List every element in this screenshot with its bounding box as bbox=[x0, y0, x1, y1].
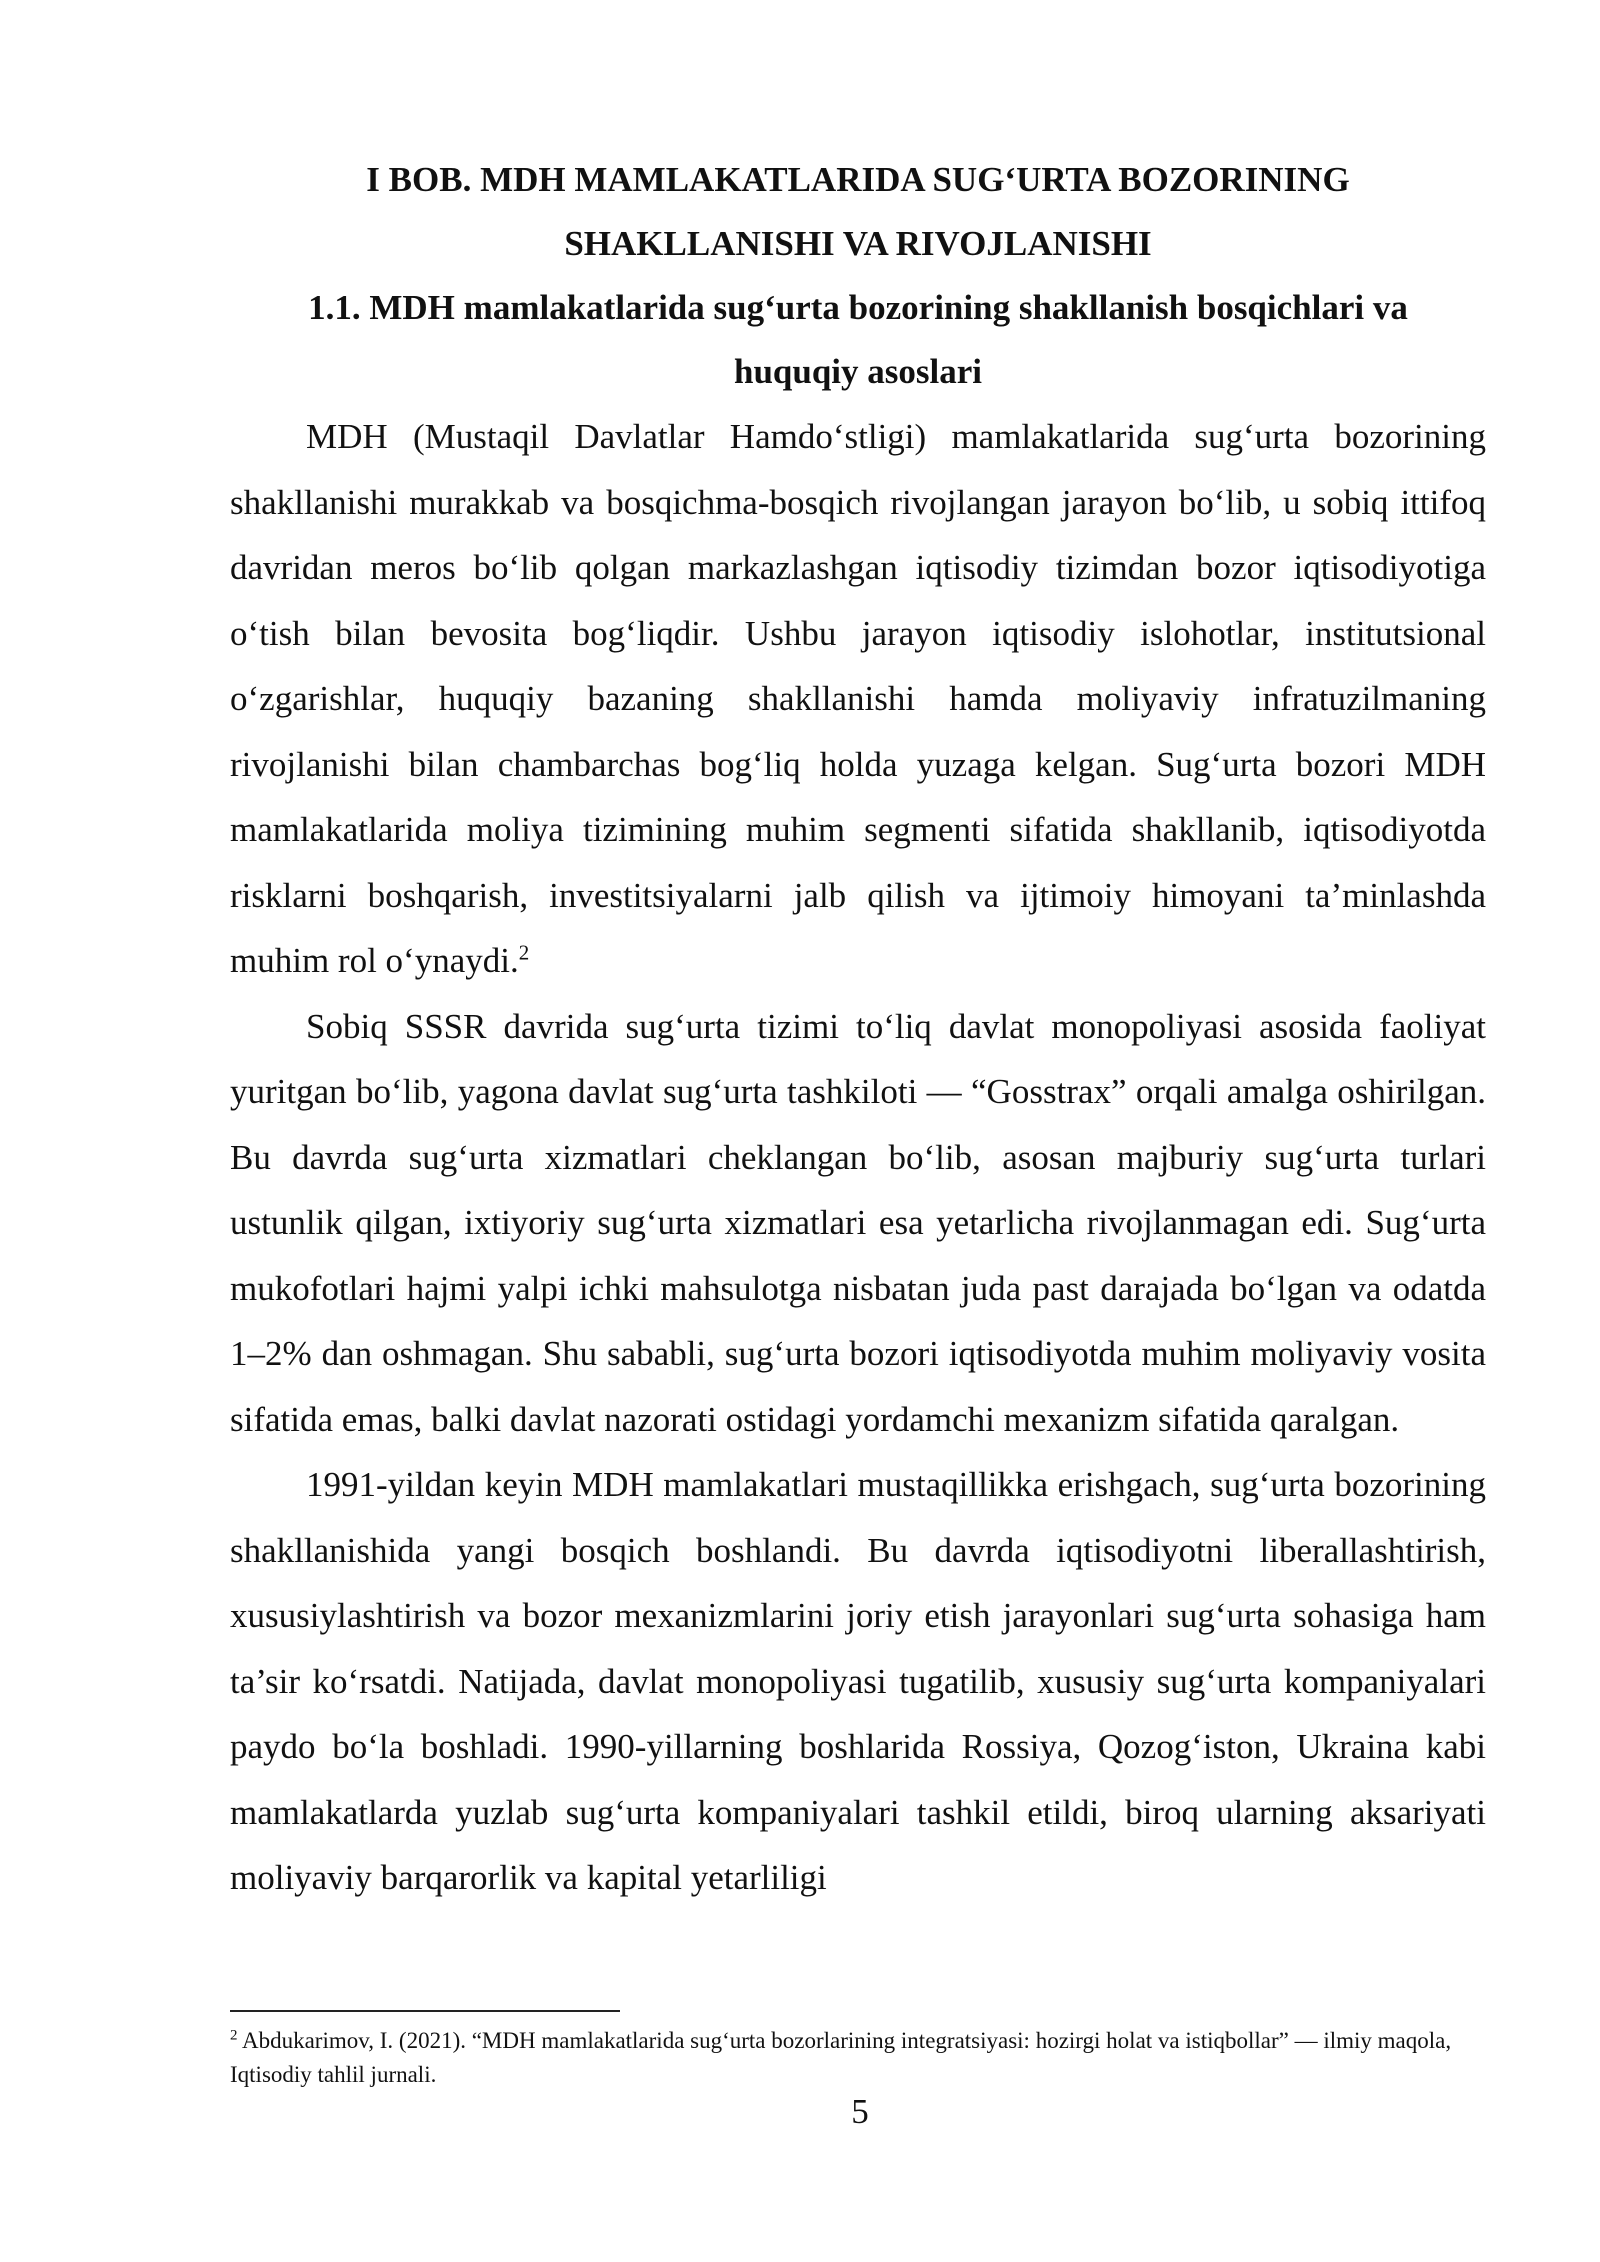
footnote-separator bbox=[230, 2010, 620, 2012]
page-number: 5 bbox=[851, 2092, 869, 2131]
paragraph-1 bbox=[230, 404, 1486, 994]
footnote-number: 2 bbox=[230, 2027, 238, 2044]
paragraph-1-text: MDH (Mustaqil Davlatlar Hamdo‘stligi) mamlakatlarida sug‘urta bozorining shakllanishi murakkab va bosqichma-bosqich rivojlangan jarayon bo‘lib, u sobiq ittifoq davridan meros bo‘lib qolgan markazlashgan iqtisodiy tizimdan bozor iqtisodiyotiga o‘tish bilan bevosita bog‘liqdir. Ushbu jarayon iqtisodiy islohotlar, institutsional o‘zgarishlar, huquqiy bazaning shakllanishi hamda moliyaviy infratuzilmaning rivojlanishi bilan chambarchas bog‘liq holda yuzaga kelgan. Sug‘urta bozori MDH mamlakatlarida moliya tizimining muhim segmenti sifatida shakllanib, iqtisodiyotda risklarni boshqarish, investitsiyalarni jalb qilish va ijtimoiy himoyani ta’minlashda muhim rol o‘ynaydi. bbox=[230, 417, 1486, 980]
section-title-line-2: huquqiy asoslari bbox=[733, 352, 983, 391]
paragraph-2: Sobiq SSSR davrida sug‘urta tizimi to‘liq davlat monopoliyasi asosida faoliyat yuritgan bo‘lib, yagona davlat sug‘urta tashkiloti — “Gosstrax” orqali amalga oshirilgan. Bu davrda sug‘urta xizmatlari cheklangan bo‘lib, asosan majburiy sug‘urta turlari ustunlik qilgan, ixtiyoriy sug‘urta xizmatlari esa yetarlicha rivojlanmagan edi. Sug‘urta mukofotlari hajmi yalpi ichki mahsulotga nisbatan juda past darajada bo‘lgan va odatda 1–2% dan oshmagan. Shu sababli, sug‘urta bozori iqtisodiyotda muhim moliyaviy vosita sifatida emas, balki davlat nazorati ostidagi yordamchi mexanizm sifatida qaralgan. bbox=[230, 1006, 1486, 1439]
footnote-reference: 2 bbox=[518, 940, 530, 965]
section-title bbox=[230, 276, 1486, 404]
footnote-text: Abdukarimov, I. (2021). “MDH mamlakatlarida sug‘urta bozorlarining integratsiyasi: hozirgi holat va istiqbollar” — ilmiy maqola, Iqtisodiy tahlil jurnali. bbox=[230, 2028, 1452, 2087]
body-text bbox=[230, 404, 1486, 1911]
paragraph-3: 1991-yildan keyin MDH mamlakatlari mustaqillikka erishgach, sug‘urta bozorining shakllanishida yangi bosqich boshlandi. Bu davrda iqtisodiyotni liberallashtirish, xususiylashtirish va bozor mexanizmlarini joriy etish jarayonlari sug‘urta sohasiga ham ta’sir ko‘rsatdi. Natijada, davlat monopoliyasi tugatilib, xususiy sug‘urta kompaniyalari paydo bo‘la boshladi. 1990-yillarning boshlarida Rossiya, Qozog‘iston, Ukraina kabi mamlakatlarda yuzlab sug‘urta kompaniyalari tashkil etildi, biroq ularning aksariyati moliyaviy barqarorlik va kapital yetarliligi bbox=[230, 1465, 1486, 1897]
document-page bbox=[230, 148, 1486, 1911]
chapter-title-line-1: I BOB. MDH MAMLAKATLARIDA SUG‘URTA BOZORINING bbox=[366, 160, 1350, 199]
chapter-title-line-2: SHAKLLANISHI VA RIVOJLANISHI bbox=[564, 224, 1152, 263]
chapter-title bbox=[230, 148, 1486, 276]
section-title-line-1: 1.1. MDH mamlakatlarida sug‘urta bozorining shakllanish bosqichlari va bbox=[308, 288, 1408, 327]
footnote bbox=[230, 2024, 1486, 2092]
